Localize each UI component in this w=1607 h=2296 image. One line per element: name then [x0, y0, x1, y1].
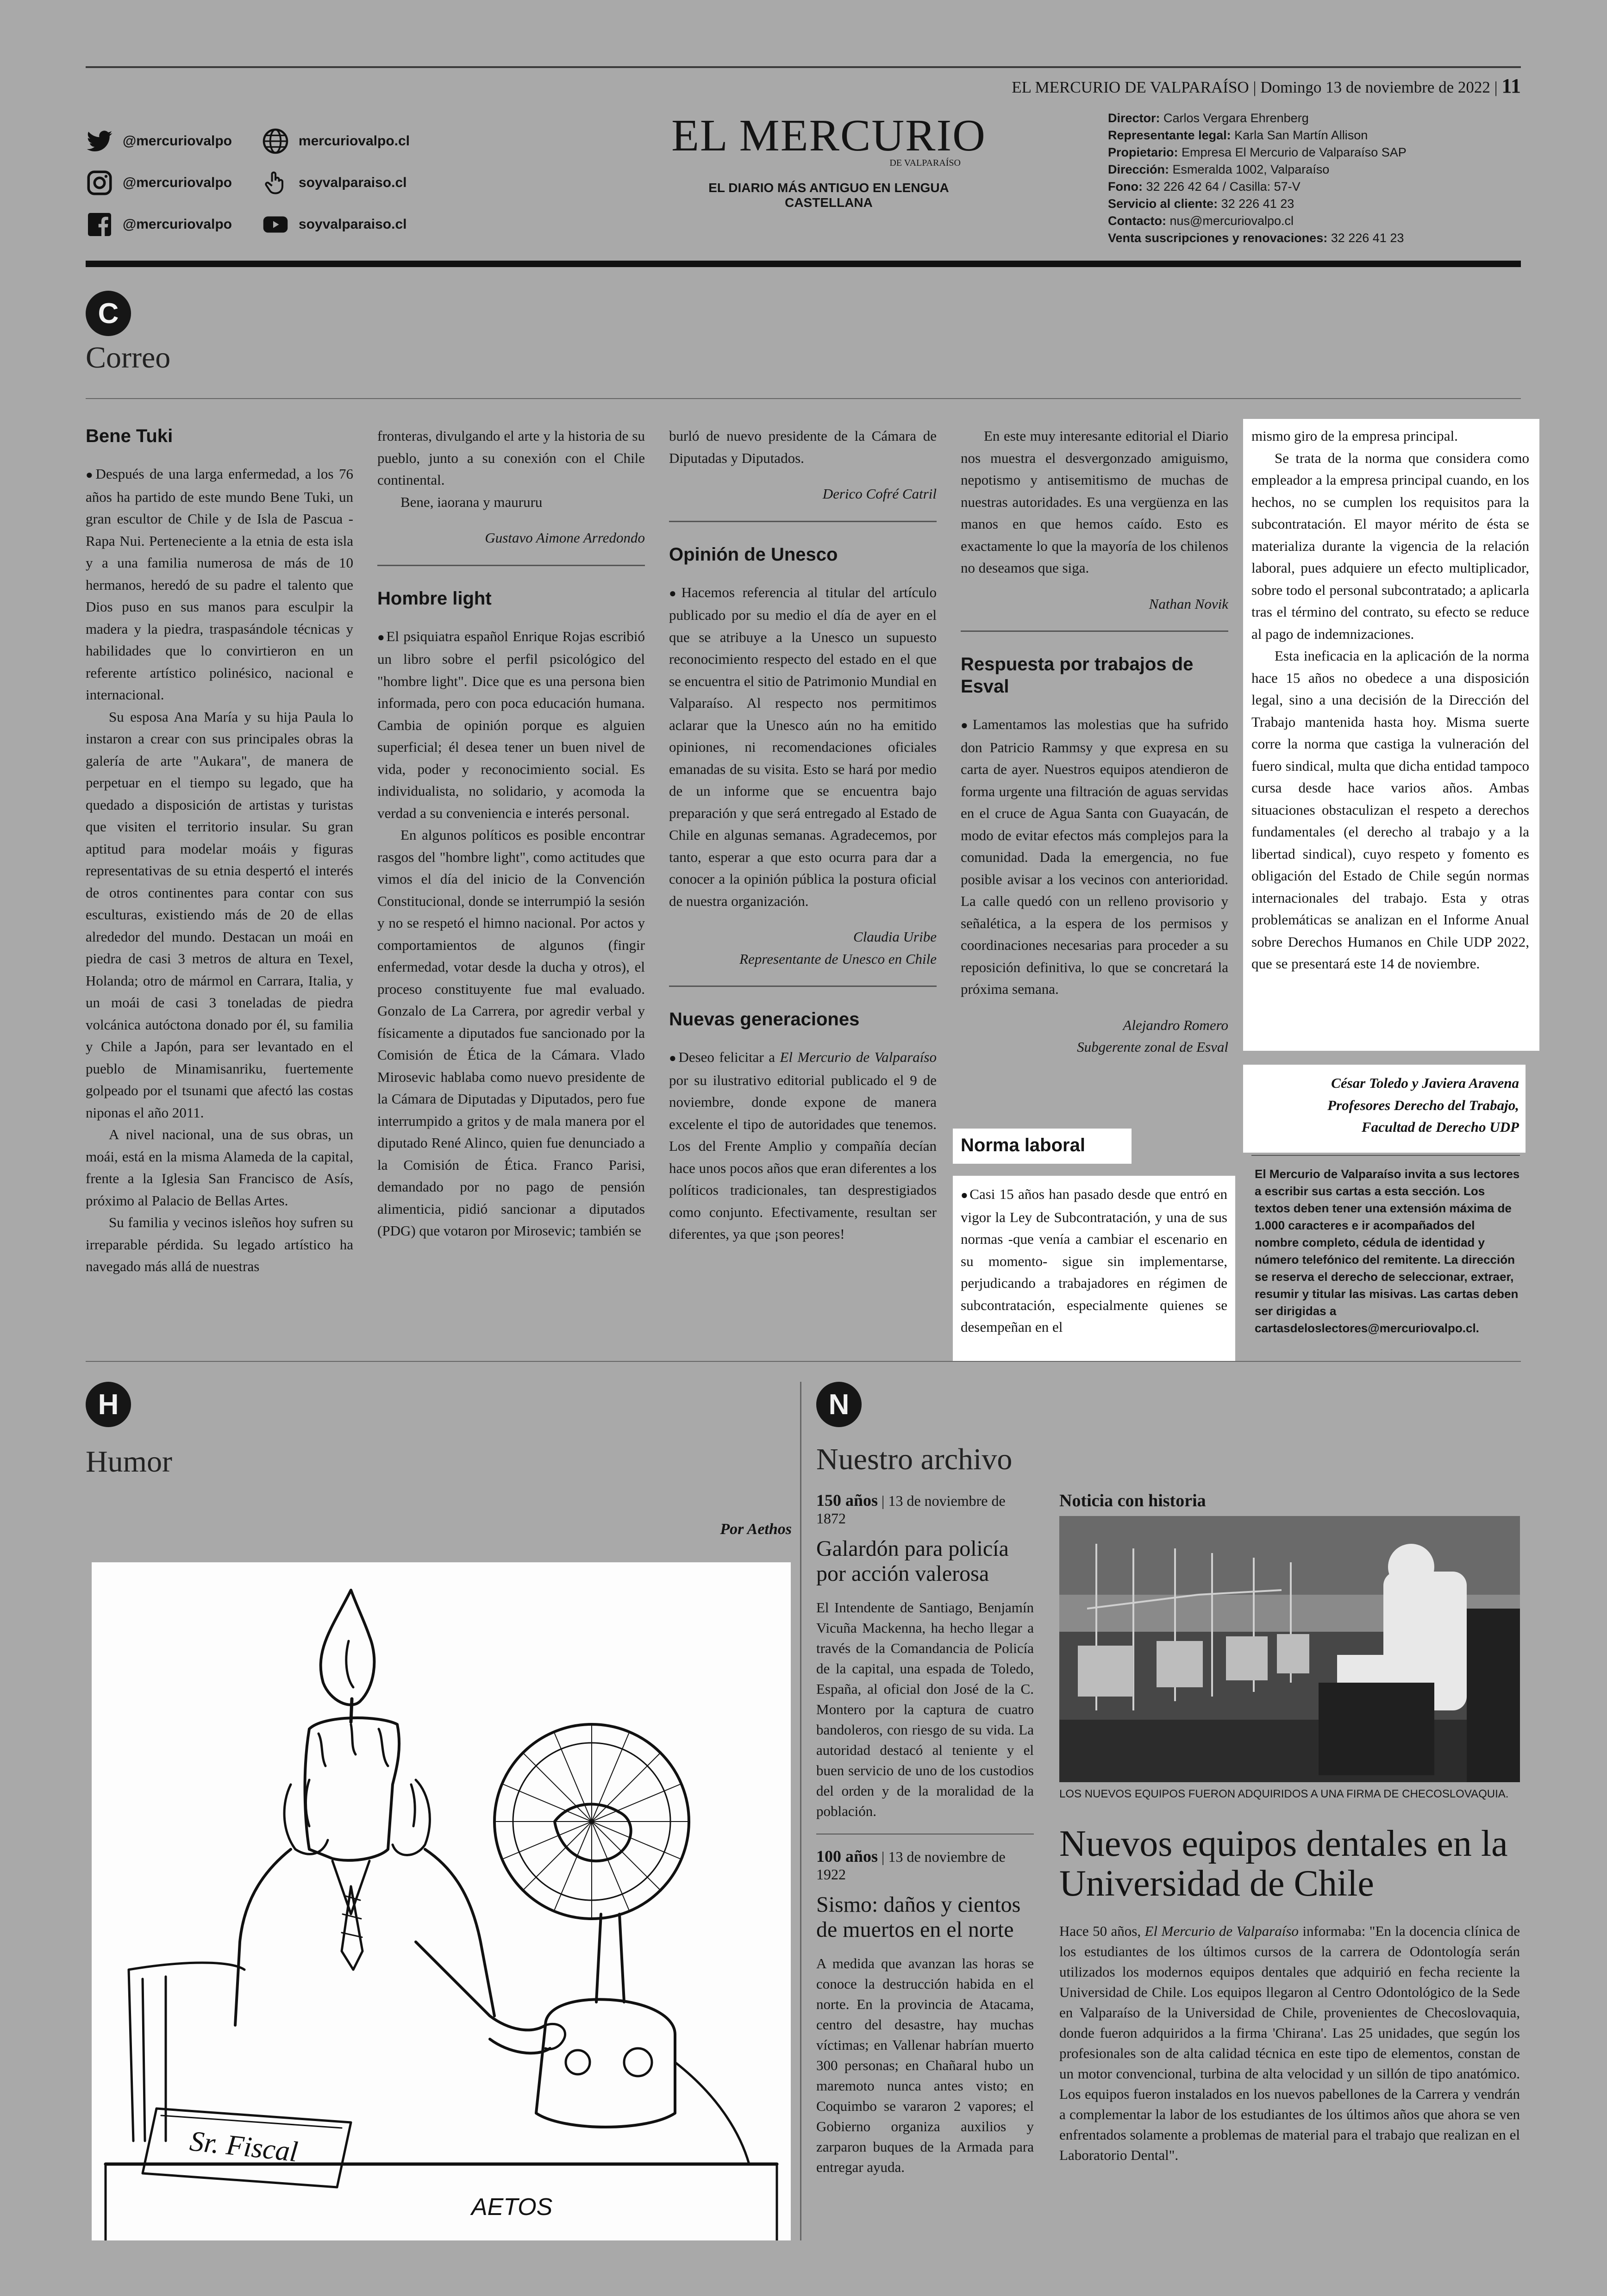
letter-paragraph: ● Después de una larga enfermedad, a los 76 años ha partido de este mundo Bene Tuki, un gran escultor de Chile y de Isla de Pascua - Rapa Nui. Perteneciente a la etnia de esta isla y a una familia numerosa de más de 10 hermanos, heredó de su padre el talento que Dios puso en sus manos para esculpir la madera y la piedra, traspasándole técnicas y habilidades que lo convirtieron en un referente artístico polinésico, nacional e internacional. [86, 463, 353, 706]
feature-body: Hace 50 años, El Mercurio de Valparaíso informaba: "En la docencia clínica de los estudiantes de los últimos cursos de la carrera de Odontología serán utilizados los modernos equipos dentales que adquirió en fecha reciente la Universidad de Chile. Los equipos llegaron al Centro Odontológico de la Sede en Valparaíso de la Universidad de Chile, provenientes de Checoslovaquia, donde fueron adquiridos a la firma 'Chirana'. Las 25 unidades, que según los profesionales son de alta calidad técnica en este tipo de elementos, constan de un motor convencional, turbina de alta velocidad y un sillón de tipo anatómico. Los equipos fueron instalados en los nuevos pabellones de la Carrera y vendrán a complementar la labor de los estudiantes de los últimos años que ahora se ven enfrentados solamente a problemas de material para el trabajo que realizan en el Laboratorio Dental". [1059, 1923, 1520, 2163]
letter-signature: Gustavo Aimone Arredondo [485, 530, 645, 546]
letter-separator [669, 521, 937, 522]
letter-column-2 [377, 425, 645, 1242]
credit-line: Venta suscripciones y renovaciones: 32 226 41 23 [1108, 231, 1404, 245]
cartoon-illustration [92, 1562, 791, 2240]
letter-signature: Alejandro Romero [1123, 1017, 1228, 1033]
letter-signature-role: Facultad de Derecho UDP [1361, 1119, 1519, 1135]
section-badge-correo: C [86, 291, 131, 336]
instagram-handle: @mercuriovalpo [123, 175, 232, 190]
credit-line: Fono: 32 226 42 64 / Casilla: 57-V [1108, 180, 1301, 193]
letter-title: Bene Tuki [86, 426, 173, 446]
letter-column-4 [961, 425, 1228, 1058]
credit-line: Dirección: Esmeralda 1002, Valparaíso [1108, 162, 1330, 176]
hand-pointer-icon [262, 169, 289, 197]
credit-line: Contacto: nus@mercuriovalpo.cl [1108, 214, 1294, 228]
letter-signature-role: Representante de Unesco en Chile [739, 950, 937, 967]
top-rule [86, 66, 1521, 68]
correo-rule [86, 398, 1521, 399]
feature-photo [1059, 1516, 1520, 1782]
credit-line: Director: Carlos Vergara Ehrenberg [1108, 111, 1309, 125]
web-address: mercuriovalpo.cl [298, 133, 410, 149]
letter-paragraph: Su esposa Ana María y su hija Paula lo instaron a crear con sus principales obras la galería de arte "Aukara", de manera de perpetuar en el tiempo su legado, que ha quedado a disposición de artistas y turistas que visiten el territorio insular. Su gran aptitud para modelar moáis y figuras representativas de su etnia despertó el interés de otros continentes para contar con sus esculturas, existiendo más de 20 de ellas alrededor del mundo. Destacan un moái en piedra de casi 3 metros de altura en Texel, Holanda; otro de mármol en Carrara, Italia, y un moái de casi 3 toneladas de piedra volcánica autóctona donado por él, su familia y Chile a Japón, para ser levantado en el pueblo de Minamisanriku, fuertemente golpeado por el tsunami que afectó las costas niponas el año 2011. [86, 708, 353, 1121]
letter-paragraph: ● Deseo felicitar a El Mercurio de Valparaíso por su ilustrativo editorial publicado el 9 de noviembre, donde expone de manera excelente el tipo de autoridades que tenemos. Los del Frente Amplio y compañía decían hace unos pocos años que eran diferentes a los políticos tradicionales, tan desprestigiados como conjunto. Efectivamente, resultan ser diferentes, ya que ¡son peores! [669, 1046, 937, 1245]
photo-caption: LOS NUEVOS EQUIPOS FUERON ADQUIRIDOS A UNA FIRMA DE CHECOSLOVAQUIA. [1059, 1788, 1509, 1800]
letter-paragraph: A nivel nacional, una de sus obras, un moái, está en la misma Alameda de la capital, frente a la Iglesia San Francisco de Asís, próximo al Palacio de Bellas Artes. [86, 1126, 353, 1209]
letter-title: Nuevas generaciones [669, 1009, 860, 1029]
feature-headline: Nuevos equipos dentales en la Universidad de Chile [1059, 1823, 1508, 1904]
instagram-icon [86, 169, 113, 197]
letter-paragraph: En algunos políticos es posible encontrar rasgos del "hombre light", como actitudes que vimos el día del inicio de la Convención Constitucional, donde se interrumpió la sesión y no se respetó el himno nacional. Por actos y comportamientos de algunos (fingir enfermedad, votar desde la ducha y otros), el proceso constituyente fue mal evaluado. Gonzalo de La Carrera, por agredir verbal y físicamente a diputados fue sancionado por la Comisión de Ética de la Cámara. Vlado Mirosevic hablaba como nuevo presidente de la Cámara de Diputadas y Diputados, pero fue interrumpido a gritos y de mala manera por el diputado René Alinco, quien fue denunciado a la Comisión de Ética. Franco Parisi, demandado por no pago de pensión alimenticia, pidió sancionar a diputados (PDG) que votaron por Mirosevic; también se [377, 827, 645, 1239]
credit-line: Servicio al cliente: 32 226 41 23 [1108, 197, 1294, 211]
archive-headline-1: Galardón para policía por acción valerosa [816, 1536, 1009, 1586]
archive-body-1: El Intendente de Santiago, Benjamín Vicuña Mackenna, ha hecho llegar a través de la Comandancia de Policía de la capital, una espada de Toledo, España, al oficial don José de la C. Montero por la captura de cuatro bandoleros, con riesgo de su vida. La autoridad destacó al teniente y el buen servicio de uno de los custodios del orden y de la moralidad de la población. [816, 1599, 1034, 1819]
letter-paragraph: Se trata de la norma que considera como empleador a la empresa principal cuando, en los hechos, no se cumplen los requisitos para la subcontratación. El mayor mérito de ésta se materializa durante la vigencia de la relación laboral, pues adquiere un efecto multiplicador, sobre todo el personal subcontratado; a aplicarla tras el término del contrato, su efecto se reduce al pago de indemnizaciones. [1251, 449, 1529, 642]
masthead-subtitle: DE VALPARAÍSO [889, 158, 961, 168]
cartoon-frame [92, 1562, 791, 2240]
letter-paragraph: fronteras, divulgando el arte y la historia de su pueblo, junto a su conexión con el Chile continental. [377, 428, 645, 488]
vertical-divider [800, 1382, 801, 2240]
archive-column [816, 1491, 1034, 2177]
globe-icon [262, 127, 289, 155]
letter-signature: Derico Cofré Catril [822, 486, 937, 502]
letter-paragraph: ● Hacemos referencia al titular del artículo publicado por su medio el día de ayer en el que se atribuye a la Unesco un supuesto reconocimiento respecto del estado en el que se encuentra el sitio de Patrimonio Mundial en Valparaíso. Al respecto nos permitimos aclarar que la Unesco aún no ha emitido opiniones, ni recomendaciones oficiales emanadas de su visita. Esto se hará por medio de un informe que se encuentra bajo preparación y que será entregado al Estado de Chile en algunas semanas. Agradecemos, por tanto, esperar a que esto ocurra para dar a conocer a la opinión pública la postura oficial de nuestra organización. [669, 581, 937, 912]
archive-body-2: A medida que avanzan las horas se conoce la destrucción habida en el norte. En la provincia de Atacama, centro del desastre, hay muchas víctimas; en Vallenar habrían muerto 300 personas; en Chañaral hubo un maremoto nunca antes visto; en Coquimbo se vararon 2 vapores; el Gobierno organiza auxilios y zarparon buques de la Armada para entregar ayuda. [816, 1955, 1034, 2175]
dental-equipment-photo [1059, 1516, 1520, 1782]
cartoon-signature: AETOS [471, 2194, 553, 2221]
section-title-correo: Correo [86, 341, 171, 374]
facebook-handle: @mercuriovalpo [123, 217, 232, 232]
social-youtube[interactable] [262, 211, 406, 238]
masthead [669, 113, 988, 210]
letter-title: Respuesta por trabajos de Esval [961, 654, 1194, 697]
mid-rule [86, 1361, 1521, 1362]
letter-paragraph: mismo giro de la empresa principal. [1251, 428, 1458, 444]
tagline: EL DIARIO MÁS ANTIGUO EN LENGUA CASTELLANA [708, 181, 949, 210]
youtube-link: soyvalparaiso.cl [299, 217, 407, 232]
section-badge-humor: H [86, 1382, 131, 1427]
cartoon-byline: Por Aethos [720, 1521, 792, 1538]
facebook-icon [86, 211, 113, 238]
section-badge-archivo: N [816, 1382, 862, 1427]
social-web[interactable] [262, 127, 410, 155]
archive-date-2: 100 años | 13 de noviembre de 1922 [816, 1847, 1006, 1883]
submission-notice: El Mercurio de Valparaíso invita a sus lectores a escribir sus cartas a esta sección. Los textos deben tener una extensión máxima de 1.000 caracteres e ir acompañados del nombre completo, cédula de identidad y número telefónico del remitente. La dirección se reserva el derecho de seleccionar, extraer, resumir y titular las misivas. Las cartas deben ser dirigidas a cartasdeloslectores@mercuriovalpo.cl. [1255, 1167, 1520, 1335]
letter-paragraph: Esta ineficacia en la aplicación de la norma hace 15 años no obedece a una disposición legal, sino a una decisión de la Dirección del Trabajo mantenida hasta hoy. Misma suerte corre la norma que castiga la vulneración del fuero sindical, multa que dicha entidad tampoco cursa desde hace varios años. Ambas situaciones obstaculizan el respeto a derechos fundamentales (el derecho al trabajo y a la libertad sindical), cuyo respeto y fomento es obligación del Estado de Chile según normas internacionales del trabajo. Esta y otras problemáticas se analizan en el Informe Anual sobre Derechos Humanos en Chile UDP 2022, que se presentará este 14 de noviembre. [1251, 648, 1529, 972]
letter-separator [961, 630, 1228, 632]
cartoon-note-text: Sr. Fiscal [188, 2125, 300, 2168]
letter-paragraph: En este muy interesante editorial el Diario nos muestra el desvergonzado amiguismo, nepotismo y antisemitismo de muchas de nuestras autoridades. Es una vergüenza en las manos en que hemos caído. Esto es exactamente lo que la mayoría de los chilenos no deseamos que siga. [961, 428, 1228, 576]
letter-paragraph: burló de nuevo presidente de la Cámara de Diputadas y Diputados. [669, 428, 937, 466]
section-title-archivo: Nuestro archivo [816, 1442, 1013, 1476]
social-facebook[interactable] [86, 211, 243, 238]
social-twitter[interactable] [86, 127, 243, 155]
social-links [86, 127, 410, 238]
dateline [880, 74, 1521, 98]
letter-paragraph: ● Lamentamos las molestias que ha sufrido don Patricio Rammsy y que expresa en su carta de ayer. Nuestros equipos atendieron de forma urgente una filtración de aguas servidas en el cruce de Agua Santa con Guayacán, de modo de evitar efectos más complejos para la comunidad. Dada la emergencia, no fue posible avisar a los vecinos con anterioridad. La calle quedó con un relleno provisorio y señalética, a la espera de los permisos y coordinaciones necesarias para proceder a su reposición definitiva, lo que se concretará la próxima semana. [961, 713, 1228, 1000]
letter-closing: Bene, iaorana y maururu [400, 493, 543, 510]
social-instagram[interactable] [86, 169, 243, 197]
letter-column-1 [86, 425, 353, 1278]
twitter-handle: @mercuriovalpo [123, 133, 232, 149]
archive-date-1: 150 años | 13 de noviembre de 1872 [816, 1491, 1006, 1527]
letter-signature: César Toledo y Javiera Aravena [1331, 1075, 1519, 1091]
letter-title: Opinión de Unesco [669, 544, 838, 565]
credit-line: Propietario: Empresa El Mercurio de Valparaíso SAP [1108, 145, 1407, 159]
letter-title: Hombre light [377, 588, 492, 609]
archive-headline-2: Sismo: daños y cientos de muertos en el norte [816, 1892, 1021, 1942]
section-title-humor: Humor [86, 1445, 172, 1479]
letter-column-3 [669, 425, 937, 1245]
credits-block [1108, 110, 1525, 247]
letter-signature: Claudia Uribe [853, 929, 937, 945]
masthead-title: EL MERCURIO [671, 111, 986, 161]
norma-laboral-start [953, 1176, 1235, 1361]
social-soyvalparaiso[interactable] [262, 169, 406, 197]
letter-separator [669, 986, 937, 987]
soyvalparaiso-link: soyvalparaiso.cl [299, 175, 407, 190]
credit-line: Representante legal: Karla San Martín Allison [1108, 128, 1368, 142]
invite-rule [1251, 1155, 1520, 1156]
letter-paragraph: ● Casi 15 años han pasado desde que entró en vigor la Ley de Subcontratación, y una de sus normas -que venía a cambiar el escenario en su momento- sigue sin implementarse, perjudicando a trabajadores en régimen de subcontratación, especialmente quienes se desempeñan en el [961, 1183, 1227, 1338]
letter-signature-role: Profesores Derecho del Trabajo, [1327, 1097, 1519, 1113]
letter-separator [377, 565, 645, 566]
letter-signature: Nathan Novik [1149, 595, 1228, 612]
header-bottom-bar [86, 261, 1521, 267]
page-number: 11 [1501, 75, 1521, 97]
youtube-icon [262, 211, 289, 238]
letter-paragraph: ● El psiquiatra español Enrique Rojas escribió un libro sobre el perfil psicológico del "hombre light". Dice que es una persona bien informada, pero con poca educación humana. Cambia de opinión porque es alguien superficial; él desea tener un buen nivel de vida, poder y reconocimiento social. Es individualista, no solidario, y acomoda la verdad a su conveniencia e interés personal. [377, 625, 645, 824]
signature-box [1243, 1065, 1526, 1153]
letter-paragraph: Su familia y vecinos isleños hoy sufren su irreparable pérdida. Su legado artístico ha navegado más allá de nuestras [86, 1214, 353, 1274]
feature-kicker: Noticia con historia [1059, 1491, 1206, 1510]
letter-signature-role: Subgerente zonal de Esval [1077, 1039, 1228, 1055]
letter-title-norma-laboral: Norma laboral [961, 1135, 1085, 1155]
letter-column-5 [1251, 425, 1529, 975]
dateline-text: EL MERCURIO DE VALPARAÍSO | Domingo 13 de noviembre de 2022 | [1012, 78, 1498, 96]
twitter-icon [86, 127, 113, 155]
